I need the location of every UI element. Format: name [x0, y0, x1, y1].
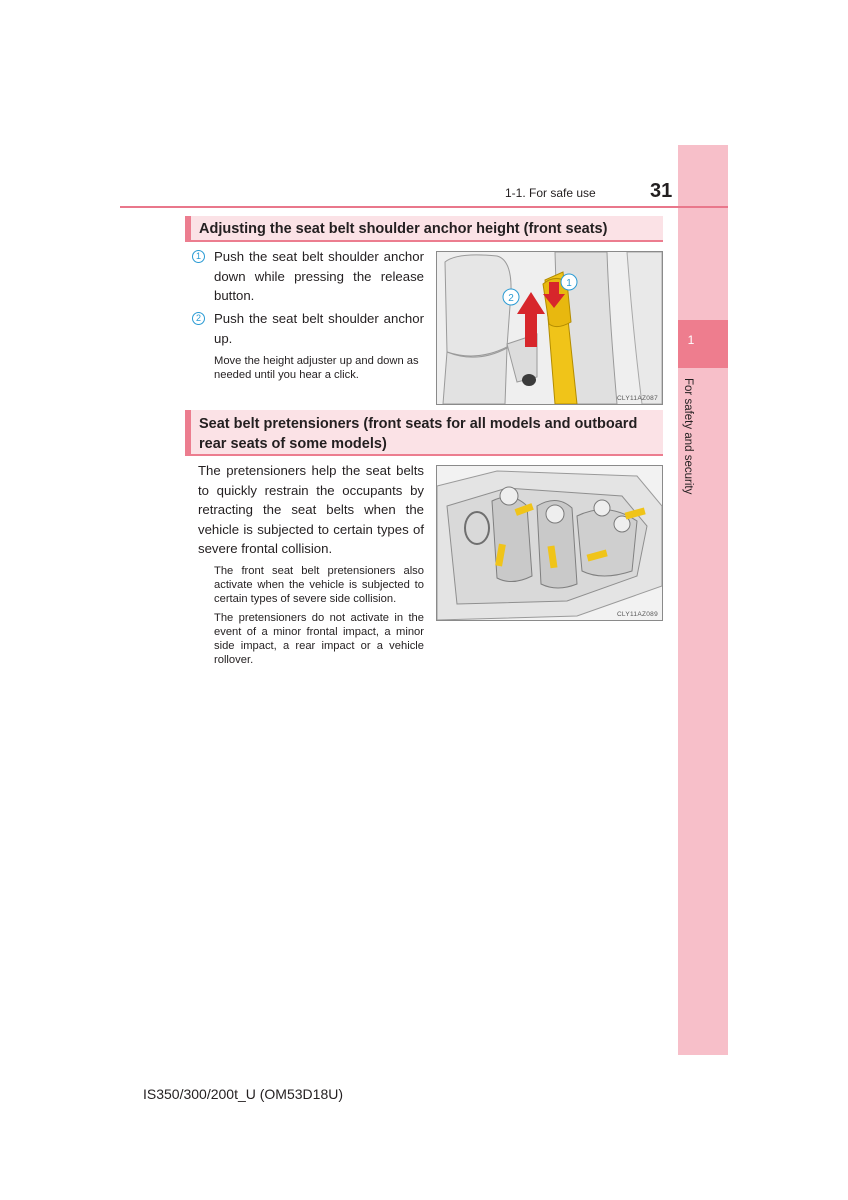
- shoulder-anchor-drawing: [437, 252, 662, 404]
- footer-model-code: IS350/300/200t_U (OM53D18U): [143, 1086, 343, 1102]
- page-number: 31: [650, 180, 673, 202]
- pretensioner-note-no-activation: The pretensioners do not activate in the event of a minor frontal impact, a minor side impact, a rear impact or a vehicle rollover.: [214, 612, 424, 666]
- figure-code: CLY11AZ087: [616, 395, 658, 402]
- pretensioner-intro: The pretensioners help the seat belts to quickly restrain the occupants by retracting the seat belts when the vehicle is subjected to certain types of severe frontal collision.: [198, 463, 424, 556]
- header-rule: [120, 206, 728, 208]
- shoulder-anchor-illustration: [436, 251, 663, 405]
- section-heading-pretensioners: [185, 410, 663, 456]
- section-heading-text: Adjusting the seat belt shoulder anchor height (front seats): [199, 221, 608, 237]
- pretensioner-note-side-collision: The front seat belt pretensioners also activate when the vehicle is subjected to certain types of severe side collision.: [214, 565, 424, 605]
- height-adjuster-note: Move the height adjuster up and down as needed until you hear a click.: [214, 355, 419, 381]
- chapter-side-tab: [678, 145, 728, 1055]
- heading-underline: [185, 240, 663, 242]
- callout-1: 1: [566, 278, 572, 289]
- section-heading-text: Seat belt pretensioners (front seats for all models and outboard rear seats of some models): [199, 416, 638, 452]
- step-2-marker-icon: 2: [192, 312, 205, 325]
- figure-code: CLY11AZ089: [616, 611, 658, 618]
- pretensioner-illustration: [436, 465, 663, 621]
- step-1-marker-icon: 1: [192, 250, 205, 263]
- vehicle-occupants-drawing: [437, 466, 662, 620]
- chapter-number: 1: [687, 333, 695, 347]
- chapter-title: [680, 378, 694, 518]
- step-2-text: Push the seat belt shoulder anchor up.: [214, 311, 424, 346]
- section-reference: 1-1. For safe use: [505, 186, 596, 200]
- chapter-title-text: For safety and security: [682, 378, 694, 495]
- heading-underline: [185, 454, 663, 456]
- step-1-text: Push the seat belt shoulder anchor down while pressing the release button.: [214, 249, 424, 303]
- section-heading-shoulder-anchor: [185, 216, 663, 242]
- callout-2: 2: [508, 293, 514, 304]
